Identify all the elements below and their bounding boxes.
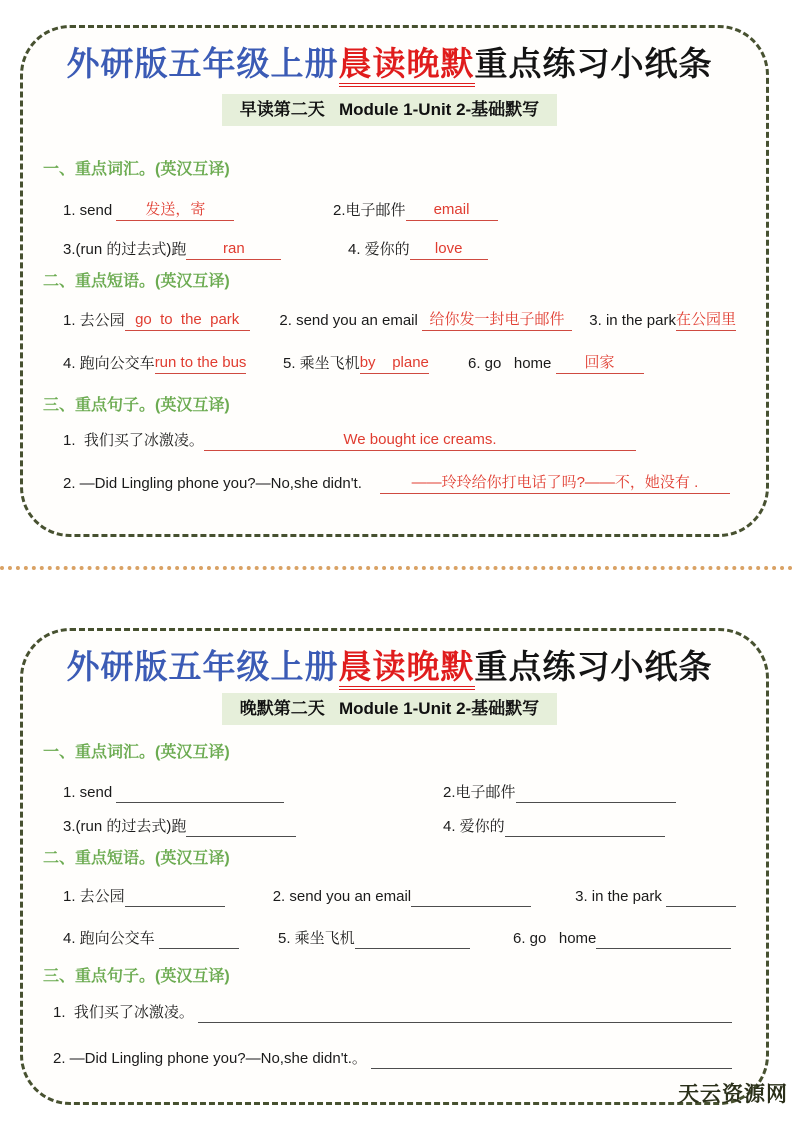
answer-blank — [355, 948, 470, 949]
title-edition: 外研版五年级上册 — [66, 45, 339, 82]
page-title — [43, 42, 736, 86]
question-label: 2.电子邮件 — [443, 784, 516, 801]
question-label: 4. 跑向公交车 — [63, 930, 159, 947]
phrases-row — [63, 887, 736, 907]
question-label: 6. go home — [513, 930, 597, 947]
sentence-row — [53, 1049, 736, 1069]
question-label: 1. 去公园 — [63, 888, 125, 905]
sentence-row — [63, 430, 736, 451]
answer-line: go to the park — [125, 310, 250, 331]
question-label: 2.电子邮件 — [333, 202, 406, 219]
answer-line: run to the bus — [155, 353, 247, 374]
cut-line-divider — [0, 566, 793, 570]
phrases-row — [63, 353, 736, 374]
title-highlight: 晨读晚默 — [339, 45, 475, 87]
question-label: 1. send — [63, 202, 117, 219]
question-label: 2. —Did Lingling phone you?—No,she didn't.。 — [53, 1050, 372, 1067]
title-highlight: 晨读晚默 — [339, 648, 475, 690]
answer-line: 给你发一封电子邮件 — [422, 310, 572, 331]
answer-blank — [198, 1022, 732, 1023]
question-label: 1. send — [63, 784, 117, 801]
vocab-row — [63, 783, 736, 803]
phrases-row — [63, 929, 736, 949]
answer-line: love — [410, 239, 488, 260]
question-label: 2. send you an email — [272, 888, 412, 905]
worksheet-card-evening — [20, 628, 769, 1105]
answer-line: 回家 — [556, 353, 644, 374]
vocab-section-heading: 一、重点词汇。(英汉互译) — [43, 744, 230, 761]
question-label: 3.(run 的过去式)跑 — [63, 818, 187, 835]
phrases-section-heading: 二、重点短语。(英汉互译) — [43, 850, 230, 867]
phrases-section-heading: 二、重点短语。(英汉互译) — [43, 273, 230, 290]
answer-line: ——玲玲给你打电话了吗?——不，她没有 . — [380, 473, 730, 494]
answer-line: email — [406, 200, 498, 221]
question-label: 1. 去公园 — [63, 312, 125, 329]
sentences-section-heading: 三、重点句子。(英汉互译) — [43, 968, 230, 985]
question-label: 2. —Did Lingling phone you?—No,she didn't. — [63, 475, 362, 492]
question-label: 4. 爱你的 — [443, 818, 505, 835]
answer-line: 发送，寄 — [116, 200, 234, 221]
title-suffix: 重点练习小纸条 — [474, 648, 713, 685]
question-label: 2. send you an email — [279, 312, 422, 329]
phrases-row — [63, 310, 736, 331]
answer-blank — [516, 802, 676, 803]
title-edition: 外研版五年级上册 — [66, 648, 339, 685]
vocab-row — [63, 200, 736, 221]
page-title — [43, 645, 736, 689]
answer-line: 在公园里 — [676, 310, 736, 331]
title-suffix: 重点练习小纸条 — [474, 45, 713, 82]
answer-blank — [411, 906, 531, 907]
answer-blank — [159, 948, 239, 949]
answer-line: by plane — [360, 353, 429, 374]
sentence-row — [53, 1003, 736, 1023]
session-subtitle: 晚默第二天 Module 1-Unit 2-基础默写 — [222, 693, 557, 725]
vocab-section-heading: 一、重点词汇。(英汉互译) — [43, 161, 230, 178]
vocab-row — [63, 239, 736, 260]
question-label: 3. in the park — [575, 888, 666, 905]
question-label: 1. 我们买了冰激凌。 — [63, 432, 204, 449]
question-label: 4. 爱你的 — [348, 241, 410, 258]
watermark-text: 天云资源网 — [678, 1083, 788, 1106]
answer-blank — [125, 906, 225, 907]
worksheet-card-morning — [20, 25, 769, 537]
vocab-row — [63, 817, 736, 837]
answer-blank — [596, 948, 731, 949]
answer-blank — [371, 1068, 732, 1069]
question-label: 5. 乘坐飞机 — [278, 930, 355, 947]
sentences-section-heading: 三、重点句子。(英汉互译) — [43, 397, 230, 414]
question-label: 4. 跑向公交车 — [63, 355, 155, 372]
answer-blank — [186, 836, 296, 837]
question-label: 3. in the park — [589, 312, 676, 329]
answer-blank — [666, 906, 736, 907]
answer-blank — [505, 836, 665, 837]
answer-blank — [116, 802, 284, 803]
sentence-row — [63, 473, 736, 494]
answer-line: ran — [186, 239, 281, 260]
question-label: 1. 我们买了冰激凌。 — [53, 1004, 199, 1021]
question-label: 3.(run 的过去式)跑 — [63, 241, 187, 258]
question-label: 6. go home — [468, 355, 556, 372]
answer-line: We bought ice creams. — [204, 430, 636, 451]
question-label: 5. 乘坐飞机 — [283, 355, 360, 372]
session-subtitle: 早读第二天 Module 1-Unit 2-基础默写 — [222, 94, 557, 126]
